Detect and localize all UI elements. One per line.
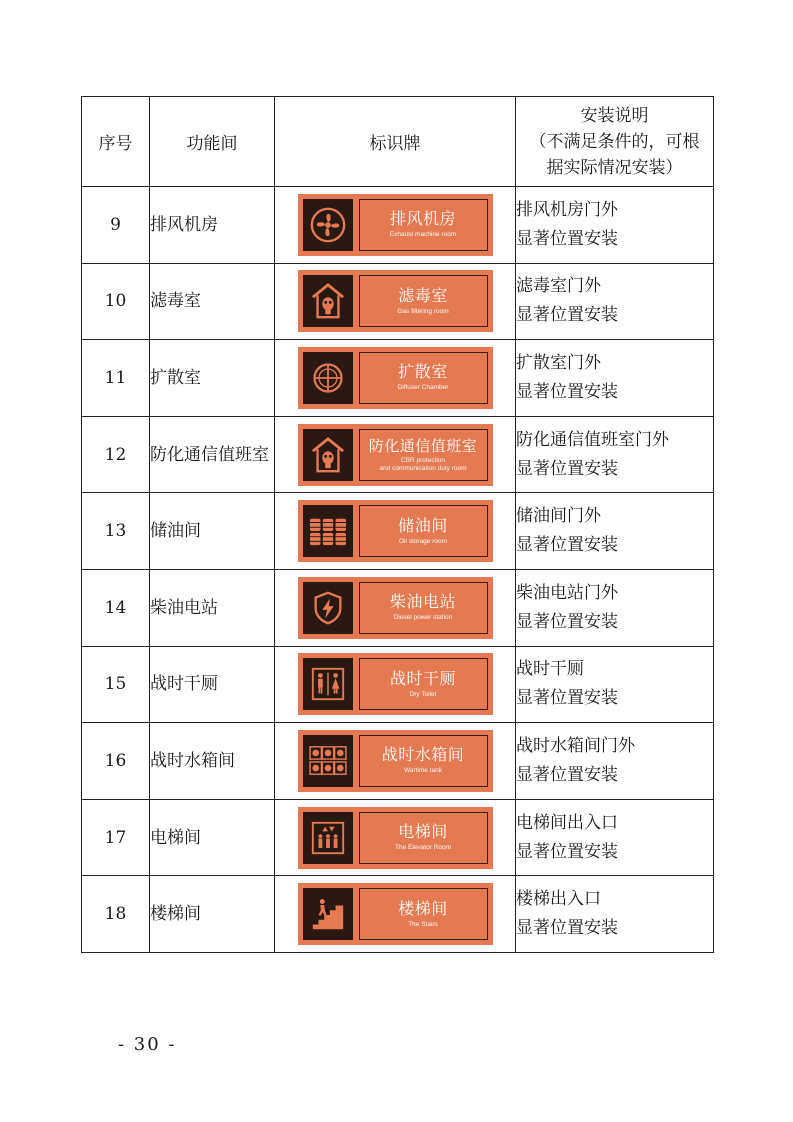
sign-title-en: Exhaust machine room <box>389 231 457 239</box>
row-function: 楼梯间 <box>150 876 275 953</box>
row-function: 战时干厕 <box>150 646 275 723</box>
row-sign <box>275 646 516 723</box>
note-line1: 战时干厕 <box>516 659 584 680</box>
row-install-note <box>516 263 714 340</box>
note-line2: 显著位置安装 <box>516 764 618 785</box>
stairs-icon <box>303 888 353 940</box>
table-row <box>82 569 714 646</box>
sign-plaque <box>298 807 493 869</box>
row-function: 滤毒室 <box>150 263 275 340</box>
row-install-note <box>516 340 714 417</box>
sign-plaque <box>298 730 493 792</box>
oil-barrels-icon <box>303 505 353 557</box>
sign-title-en: Oil storage room <box>398 537 448 545</box>
row-sign <box>275 799 516 876</box>
sign-title-en: Diffuser Chamber <box>397 384 449 392</box>
row-function: 排风机房 <box>150 187 275 264</box>
row-num: 11 <box>82 340 150 417</box>
row-function: 储油间 <box>150 493 275 570</box>
gas-mask-house-icon <box>303 275 353 327</box>
table-row <box>82 799 714 876</box>
row-sign <box>275 723 516 800</box>
page-number: - 30 - <box>118 1034 177 1055</box>
table-row <box>82 263 714 340</box>
note-line2: 显著位置安装 <box>516 228 618 249</box>
note-line2: 显著位置安装 <box>516 305 618 326</box>
sign-text-box <box>359 199 488 251</box>
sign-title-en: Diesel power station <box>393 614 453 622</box>
row-install-note <box>516 416 714 493</box>
note-line1: 扩散室门外 <box>516 352 601 373</box>
row-install-note <box>516 723 714 800</box>
row-num: 9 <box>82 187 150 264</box>
sign-text-box <box>359 658 488 710</box>
table-row <box>82 187 714 264</box>
table-row <box>82 723 714 800</box>
sign-title-en: The Elevator Room <box>395 844 451 852</box>
note-line2: 显著位置安装 <box>516 841 618 862</box>
row-num: 13 <box>82 493 150 570</box>
note-line1: 电梯间出入口 <box>516 812 618 833</box>
sign-plaque <box>298 653 493 715</box>
row-sign <box>275 493 516 570</box>
power-shield-icon <box>303 582 353 634</box>
fan-icon <box>303 199 353 251</box>
sign-title-cn: 楼梯间 <box>398 898 448 918</box>
note-line2: 显著位置安装 <box>516 381 618 402</box>
row-num: 14 <box>82 569 150 646</box>
row-num: 15 <box>82 646 150 723</box>
sign-title-cn: 电梯间 <box>398 822 448 842</box>
elevator-icon <box>303 812 353 864</box>
row-function: 战时水箱间 <box>150 723 275 800</box>
note-line2: 显著位置安装 <box>516 611 618 632</box>
header-note-line2: （不满足条件的，可根 <box>529 131 700 152</box>
diffuser-icon <box>303 352 353 404</box>
sign-plaque <box>298 347 493 409</box>
row-sign <box>275 187 516 264</box>
table-row <box>82 876 714 953</box>
table-row <box>82 646 714 723</box>
header-sign: 标识牌 <box>275 97 516 187</box>
row-install-note <box>516 876 714 953</box>
row-num: 18 <box>82 876 150 953</box>
row-sign <box>275 340 516 417</box>
header-num: 序号 <box>82 97 150 187</box>
sign-title-en: CBR protection <box>400 456 446 464</box>
sign-title-cn: 滤毒室 <box>398 285 448 305</box>
row-install-note <box>516 493 714 570</box>
table-row <box>82 416 714 493</box>
row-install-note <box>516 569 714 646</box>
sign-text-box <box>359 582 488 634</box>
gas-mask-house-icon <box>303 429 353 481</box>
sign-title-cn: 防化通信值班室 <box>368 436 478 455</box>
header-note-line3: 据实际情况安装） <box>546 157 683 178</box>
sign-plaque <box>298 194 493 256</box>
note-line2: 显著位置安装 <box>516 458 618 479</box>
note-line2: 显著位置安装 <box>516 535 618 556</box>
table-row <box>82 493 714 570</box>
sign-title-cn: 战时干厕 <box>389 668 456 688</box>
sign-text-box <box>359 275 488 327</box>
water-tank-icon <box>303 735 353 787</box>
sign-text-box <box>359 812 488 864</box>
row-num: 16 <box>82 723 150 800</box>
header-function: 功能间 <box>150 97 275 187</box>
table-header-row <box>82 97 714 187</box>
sign-plaque <box>298 500 493 562</box>
sign-text-box <box>359 505 488 557</box>
row-function: 柴油电站 <box>150 569 275 646</box>
header-note-line1: 安装说明 <box>580 105 649 126</box>
row-function: 防化通信值班室 <box>150 416 275 493</box>
sign-title-en-line2: and communication duty room <box>379 464 467 472</box>
row-sign <box>275 416 516 493</box>
row-sign <box>275 263 516 340</box>
row-install-note <box>516 646 714 723</box>
row-num: 17 <box>82 799 150 876</box>
sign-title-cn: 扩散室 <box>398 362 448 382</box>
note-line1: 楼梯出入口 <box>516 889 601 910</box>
sign-title-cn: 储油间 <box>398 515 448 535</box>
row-num: 12 <box>82 416 150 493</box>
table-row <box>82 340 714 417</box>
sign-text-box <box>359 888 488 940</box>
sign-plaque <box>298 270 493 332</box>
sign-plaque <box>298 883 493 945</box>
sign-title-en: Gas filtering room <box>397 307 449 315</box>
row-install-note <box>516 187 714 264</box>
row-function: 扩散室 <box>150 340 275 417</box>
row-sign <box>275 569 516 646</box>
sign-title-en: Wartime tank <box>403 767 443 775</box>
sign-title-en: The Stairs <box>408 920 438 928</box>
sign-title-cn: 战时水箱间 <box>381 745 465 765</box>
sign-text-box <box>359 352 488 404</box>
note-line1: 防化通信值班室门外 <box>516 429 669 450</box>
row-install-note <box>516 799 714 876</box>
sign-plaque <box>298 424 493 486</box>
toilet-icon <box>303 658 353 710</box>
sign-title-cn: 排风机房 <box>389 209 456 229</box>
note-line1: 柴油电站门外 <box>516 582 618 603</box>
note-line1: 战时水箱间门外 <box>516 735 635 756</box>
sign-title-en: Dry Toilet <box>409 690 437 698</box>
sign-title-cn: 柴油电站 <box>389 592 456 612</box>
sign-plaque <box>298 577 493 639</box>
sign-text-box <box>359 429 488 481</box>
note-line1: 滤毒室门外 <box>516 276 601 297</box>
note-line1: 排风机房门外 <box>516 199 618 220</box>
note-line2: 显著位置安装 <box>516 918 618 939</box>
row-function: 电梯间 <box>150 799 275 876</box>
install-spec-table <box>81 96 714 953</box>
row-sign <box>275 876 516 953</box>
note-line2: 显著位置安装 <box>516 688 618 709</box>
row-num: 10 <box>82 263 150 340</box>
sign-text-box <box>359 735 488 787</box>
header-install-note <box>516 97 714 187</box>
note-line1: 储油间门外 <box>516 506 601 527</box>
